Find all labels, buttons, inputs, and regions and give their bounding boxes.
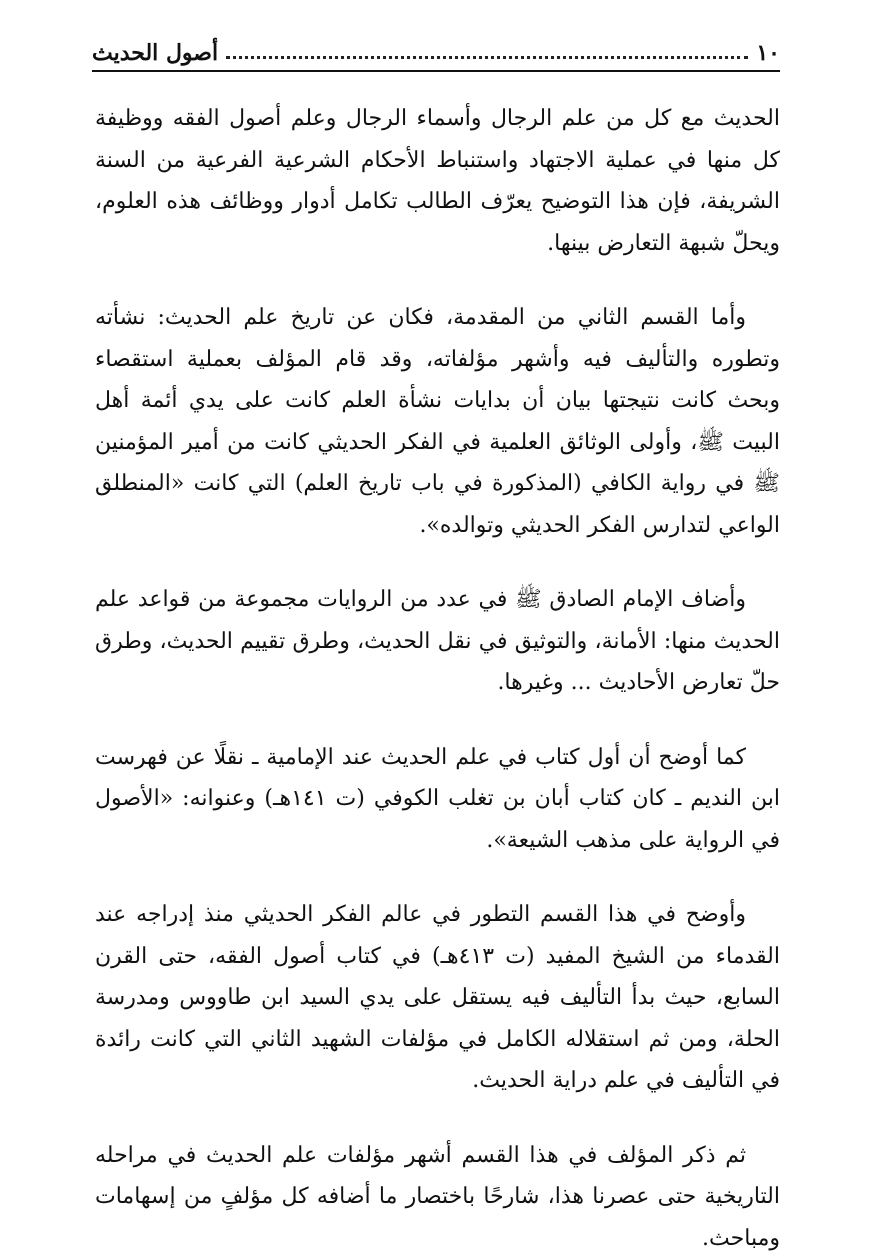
paragraph: وأما القسم الثاني من المقدمة، فكان عن تاريخ علم الحديث: نشأته وتطوره والتأليف فيه وأشهر مؤلفاته، وقد قام المؤلف بعملية استقصاء وبحث كانت نتيجتها بيان أن بدايات نشأة العلم كانت على يدي أئمة أهل البيت ﷺ، وأولى الوثائق العلمية في الفكر الحديثي كانت من أمير المؤمنين ﷺ في رواية الكافي (المذكورة في باب تاريخ العلم) التي كانت «المنطلق الواعي لتدارس الفكر الحديثي وتوالده». — [95, 297, 780, 546]
paragraph: كما أوضح أن أول كتاب في علم الحديث عند الإمامية ـ نقلًا عن فهرست ابن النديم ـ كان كتاب أبان بن تغلب الكوفي (ت ١٤١هـ) وعنوانه: «الأصول في الرواية على مذهب الشيعة». — [95, 737, 780, 862]
paragraph: وأضاف الإمام الصادق ﷺ في عدد من الروايات مجموعة من قواعد علم الحديث منها: الأمانة، والتوثيق في نقل الحديث، وطرق تقييم الحديث، وطرق حلّ تعارض الأحاديث ... وغيرها. — [95, 579, 780, 704]
running-title: أصول الحديث — [92, 40, 218, 66]
body-text — [95, 98, 780, 1259]
paragraph: وأوضح في هذا القسم التطور في عالم الفكر الحديثي منذ إدراجه عند القدماء من الشيخ المفيد (ت ٤١٣هـ) في كتاب أصول الفقه، حتى القرن السابع، حيث بدأ التأليف فيه يستقل على يدي السيد ابن طاووس ومدرسة الحلة، ومن ثم استقلاله الكامل في مؤلفات الشهيد الثاني التي كانت رائدة في التأليف في علم دراية الحديث. — [95, 894, 780, 1102]
paragraph-continued: الحديث مع كل من علم الرجال وأسماء الرجال وعلم أصول الفقه ووظيفة كل منها في عملية الاجتهاد واستنباط الأحكام الشرعية الفرعية من السنة الشريفة، فإن هذا التوضيح يعرّف الطالب تكامل أدوار ووظائف هذه العلوم، ويحلّ شبهة التعارض بينها. — [95, 98, 780, 264]
paragraph: ثم ذكر المؤلف في هذا القسم أشهر مؤلفات علم الحديث في مراحله التاريخية حتى عصرنا هذا، شارحًا باختصار ما أضافه كل مؤلفٍ من إسهامات ومباحث. — [95, 1135, 780, 1259]
page-number: ١٠ — [756, 40, 780, 66]
dotted-leader — [226, 56, 748, 59]
running-header — [92, 30, 780, 72]
